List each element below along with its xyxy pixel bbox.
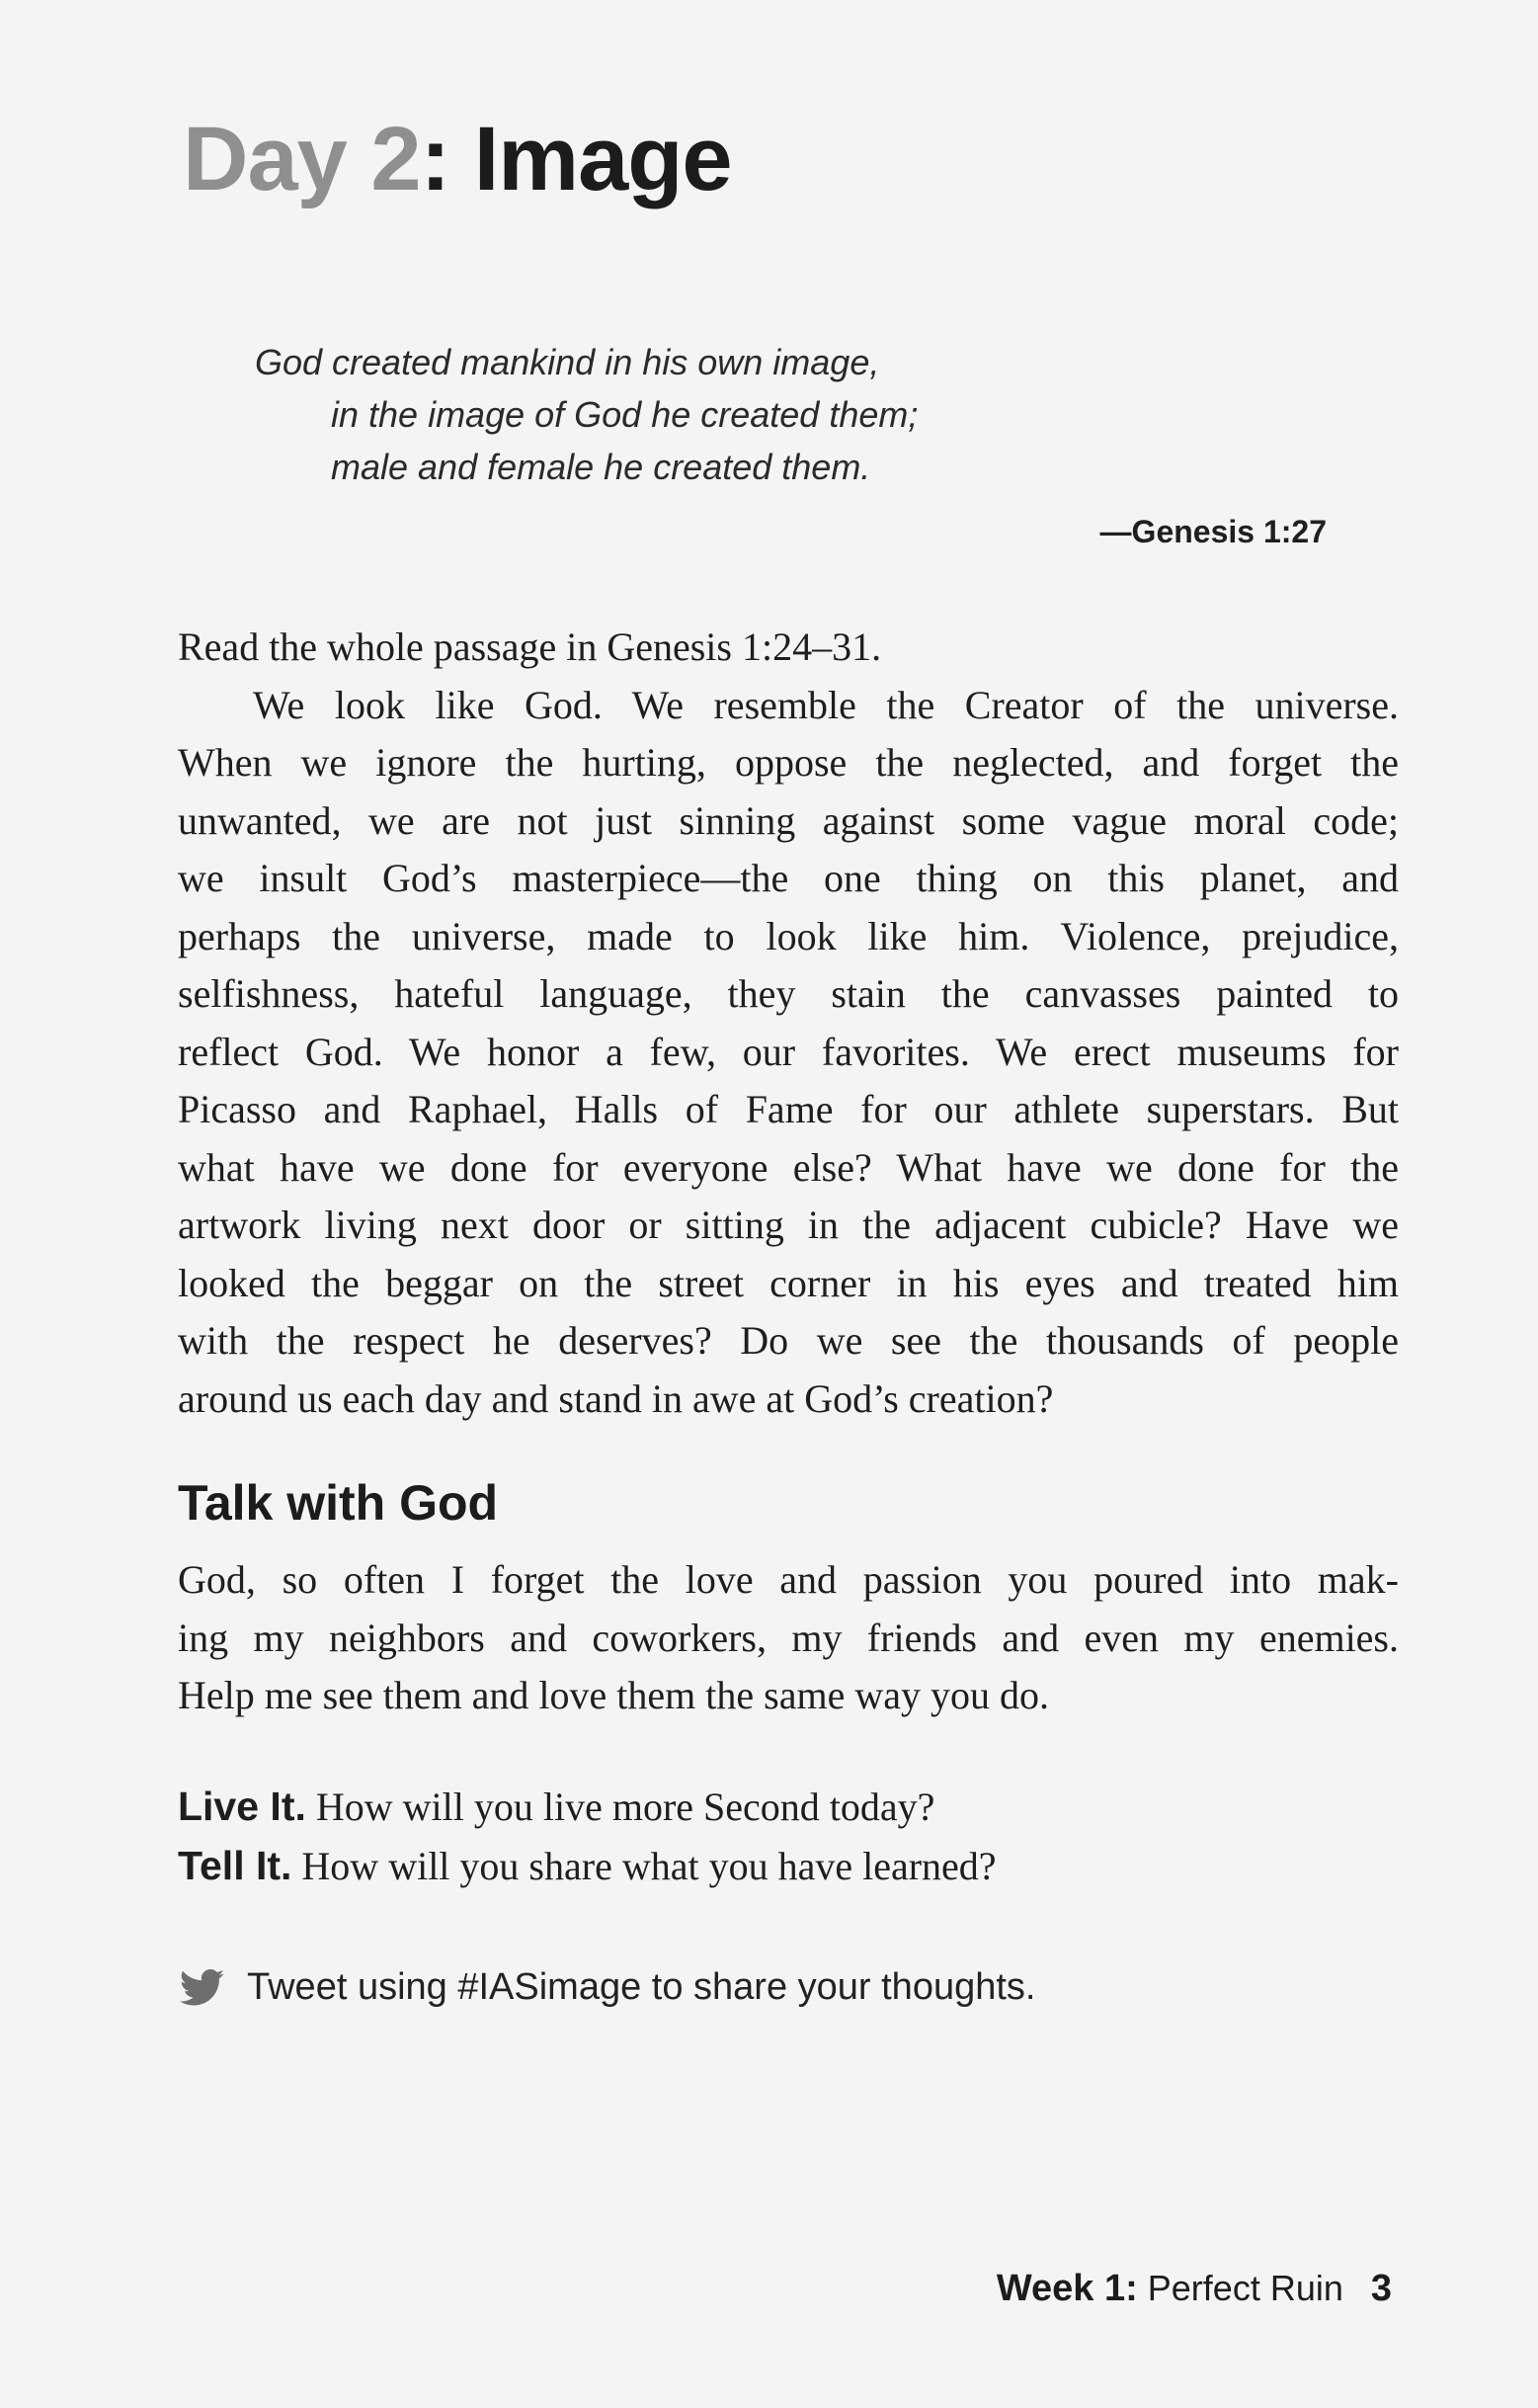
prayer-line: Help me see them and love them the same way you do.: [178, 1673, 1049, 1717]
body-line: reflect God. We honor a few, our favorites. We erect museums for: [178, 1029, 1399, 1074]
live-it-label: Live It.: [178, 1784, 306, 1829]
title-colon: :: [420, 109, 450, 209]
tell-it-text: How will you share what you have learned?: [291, 1844, 997, 1888]
body-line: artwork living next door or sitting in the adjacent cubicle? Have we: [178, 1203, 1399, 1247]
epigraph-line: in the image of God he created them;: [331, 394, 919, 435]
footer-section: Perfect Ruin: [1137, 2268, 1343, 2308]
tweet-prompt: [180, 1966, 1035, 2009]
body-line: We look like God. We resemble the Creator of the universe.: [253, 682, 1399, 727]
talk-with-god-heading: Talk with God: [178, 1475, 499, 1531]
body-paragraph: [178, 619, 1399, 1428]
body-line: When we ignore the hurting, oppose the neglected, and forget the: [178, 740, 1399, 785]
epigraph-line: male and female he created them.: [331, 447, 871, 487]
tweet-text: Tweet using #IASimage to share your thoughts.: [247, 1966, 1036, 2008]
page-footer: [997, 2268, 1392, 2310]
prayer-paragraph: [178, 1551, 1399, 1725]
epigraph-line: God created mankind in his own image,: [255, 342, 880, 382]
epigraph-citation: —Genesis 1:27: [1099, 514, 1327, 549]
body-line: unwanted, we are not just sinning against some vague moral code;: [178, 797, 1399, 843]
twitter-bird-icon: [180, 1969, 225, 2007]
prayer-line: ing my neighbors and coworkers, my friends and even my enemies.: [178, 1615, 1399, 1660]
page-number: 3: [1370, 2268, 1392, 2309]
live-it-text: How will you live more Second today?: [305, 1785, 935, 1829]
prayer-line: God, so often I forget the love and passion you poured into mak-: [178, 1557, 1399, 1602]
tell-it-prompt: [178, 1843, 997, 1889]
body-line: with the respect he deserves? Do we see the thousands of people: [178, 1318, 1399, 1363]
body-line: what have we done for everyone else? What have we done for the: [178, 1144, 1399, 1190]
day-label: Day 2: [183, 109, 421, 209]
body-line: selfishness, hateful language, they stain the canvasses painted to: [178, 971, 1399, 1016]
page-title: [183, 109, 732, 209]
body-line: looked the beggar on the street corner in his eyes and treated him: [178, 1260, 1399, 1305]
body-line: Read the whole passage in Genesis 1:24–31.: [178, 624, 882, 669]
body-line: around us each day and stand in awe at God’s creation?: [178, 1375, 1054, 1421]
tell-it-label: Tell It.: [178, 1843, 292, 1888]
live-it-prompt: [178, 1784, 934, 1830]
body-line: Picasso and Raphael, Halls of Fame for our athlete superstars. But: [178, 1087, 1399, 1131]
footer-week-label: Week 1:: [996, 2268, 1138, 2309]
body-line: we insult God’s masterpiece—the one thing on this planet, and: [178, 856, 1399, 900]
epigraph-quote: [255, 336, 1341, 493]
title-word: Image: [473, 109, 732, 209]
body-line: perhaps the universe, made to look like him. Violence, prejudice,: [178, 913, 1399, 958]
